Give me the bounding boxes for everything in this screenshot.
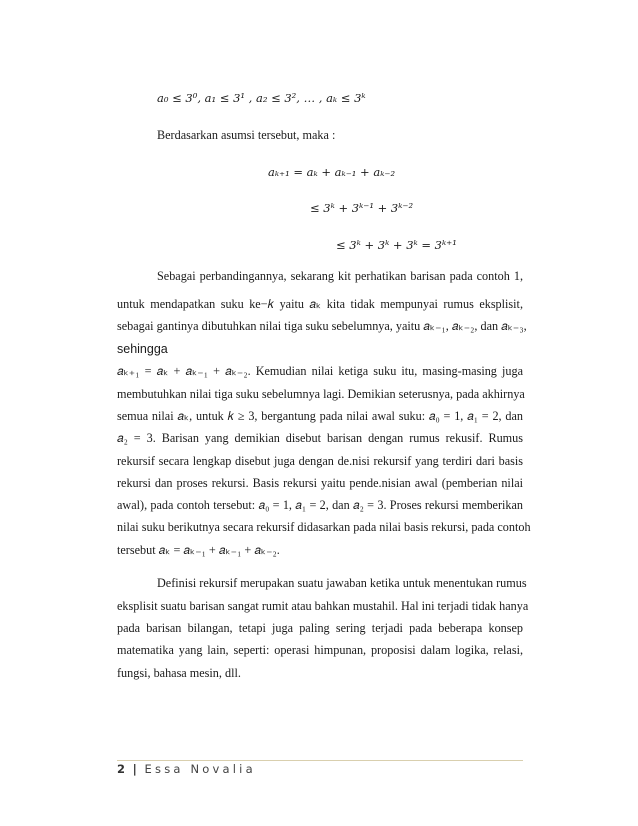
paragraph1-line: awal), pada contoh tersebut: 𝑎₀ = 1, 𝑎₁ = 2, dan 𝑎₂ = 3. Proses rekursi memberikan	[117, 498, 523, 512]
footer-rule	[117, 760, 523, 761]
derivation-line-1: 𝑎ₖ₊₁ = 𝑎ₖ + 𝑎ₖ₋₁ + 𝑎ₖ₋₂	[268, 165, 396, 179]
paragraph1-line: 𝑎₂ = 3. Barisan yang demikian disebut barisan dengan rumus rekusif. Rumus	[117, 431, 523, 445]
paragraph2-line: fungsi, bahasa mesin, dll.	[117, 666, 241, 680]
paragraph2-line: pada barisan bilangan, tetapi juga paling sering terjadi pada beberapa konsep	[117, 621, 523, 635]
paragraph1-line: sebagai gantinya dibutuhkan nilai tiga suku sebelumnya, yaitu 𝑎ₖ₋₁, 𝑎ₖ₋₂, dan 𝑎ₖ₋₃,	[117, 319, 527, 333]
paragraph1-line: rekursi dan proses rekursi. Basis rekursi yaitu pende.nisian awal (pemberian nilai	[117, 476, 523, 490]
intro-line: Berdasarkan asumsi tersebut, maka :	[157, 128, 336, 142]
paragraph2-line: Definisi rekursif merupakan suatu jawaban ketika untuk menentukan rumus	[157, 576, 527, 590]
paragraph1-line: sehingga	[117, 342, 168, 356]
paragraph1-line: 𝑎ₖ₊₁ = 𝑎ₖ + 𝑎ₖ₋₁ + 𝑎ₖ₋₂. Kemudian nilai ketiga suku itu, masing-masing juga	[117, 364, 523, 378]
footer-author: Essa Novalia	[144, 762, 256, 776]
paragraph2-line: matematika yang lain, seperti: operasi himpunan, proposisi dalam logika, relasi,	[117, 643, 523, 657]
footer-separator: |	[132, 762, 137, 776]
paragraph1-line: nilai suku berikutnya secara rekursif didasarkan pada nilai basis rekursi, pada contoh	[117, 520, 531, 534]
formula-assumption: 𝑎₀ ≤ 3⁰, 𝑎₁ ≤ 3¹ , 𝑎₂ ≤ 3², … , 𝑎ₖ ≤ 3ᵏ	[157, 91, 366, 105]
paragraph1-line: untuk mendapatkan suku ke−𝑘 yaitu 𝑎ₖ kita tidak mempunyai rumus eksplisit,	[117, 297, 523, 311]
paragraph1-line: rekursif secara lengkap disebut juga dengan de.nisi rekursif yang terdiri dari basis	[117, 454, 523, 468]
paragraph1-line: membutuhkan nilai tiga suku sebelumnya lagi. Demikian seterusnya, pada akhirnya	[117, 387, 525, 401]
derivation-line-2: ≤ 3ᵏ + 3ᵏ⁻¹ + 3ᵏ⁻²	[310, 201, 414, 215]
paragraph1-line: Sebagai perbandingannya, sekarang kit perhatikan barisan pada contoh 1,	[157, 269, 523, 283]
page-number: 2	[117, 762, 126, 776]
paragraph2-line: eksplisit suatu barisan sangat rumit atau bahkan mustahil. Hal ini terjadi tidak hanya	[117, 599, 529, 613]
paragraph1-line: tersebut 𝑎ₖ = 𝑎ₖ₋₁ + 𝑎ₖ₋₁ + 𝑎ₖ₋₂.	[117, 543, 280, 557]
derivation-line-3: ≤ 3ᵏ + 3ᵏ + 3ᵏ = 3ᵏ⁺¹	[336, 238, 457, 252]
page-footer	[117, 762, 256, 776]
paragraph1-line: semua nilai 𝑎ₖ, untuk 𝑘 ≥ 3, bergantung pada nilai awal suku: 𝑎₀ = 1, 𝑎₁ = 2, dan	[117, 409, 523, 423]
